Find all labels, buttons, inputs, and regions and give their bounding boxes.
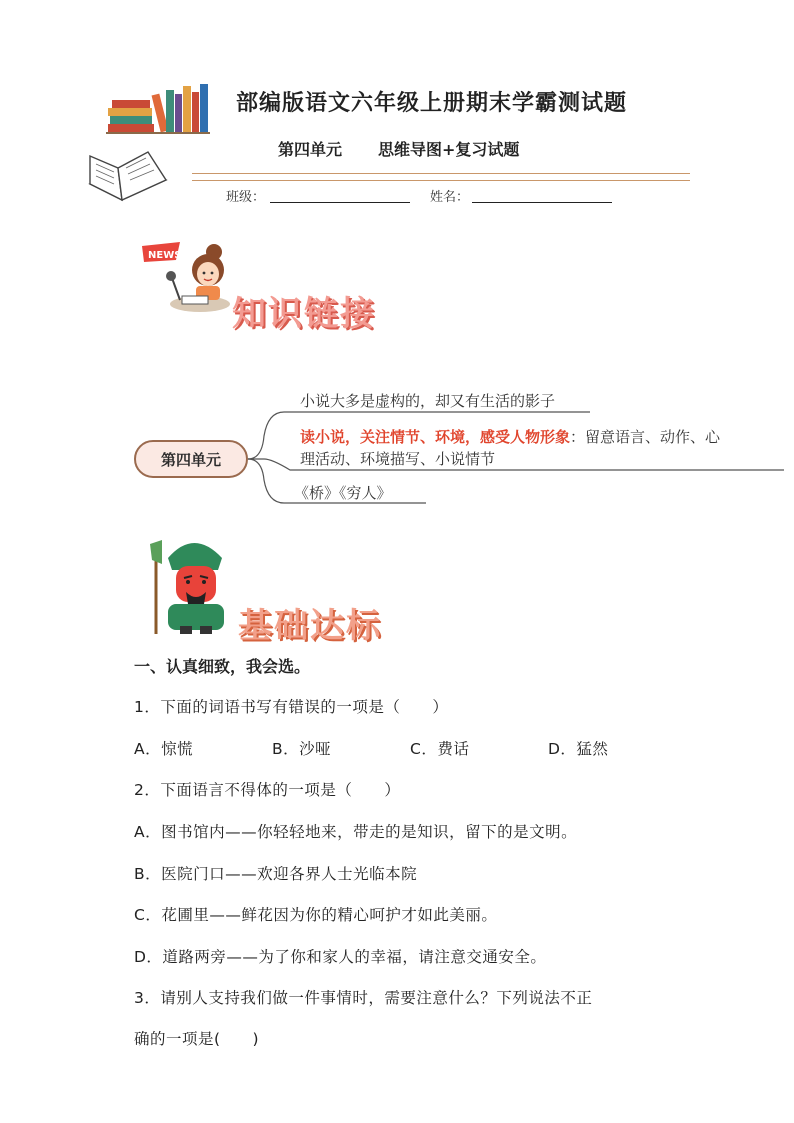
mindmap-root: 第四单元 xyxy=(134,440,248,478)
general-character-illustration xyxy=(140,530,236,636)
mindmap-branch-2-line2: 理活动、环境描写、小说情节 xyxy=(300,450,496,468)
name-label: 姓名： xyxy=(430,190,470,205)
basics-banner: 基础达标 xyxy=(238,606,382,646)
q1-option-b[interactable]: B．沙哑 xyxy=(272,740,332,758)
class-label: 班级： xyxy=(226,190,266,205)
q1-option-d[interactable]: D．猛然 xyxy=(548,740,609,758)
q2-option-a[interactable]: A．图书馆内——你轻轻地来，带走的是知识，留下的是文明。 xyxy=(134,823,578,841)
section-heading: 一、认真细致，我会选。 xyxy=(134,657,311,676)
knowledge-banner: 知识链接 xyxy=(232,294,376,334)
unit-label: 第四单元 xyxy=(278,140,343,159)
mindmap-branch-3: 《桥》《穷人》 xyxy=(294,484,392,502)
mindmap-branch-2-rest: ：留意语言、动作、心 xyxy=(570,428,721,446)
mindmap-connectors xyxy=(0,0,794,560)
question-3-stem-line1: 3．请别人支持我们做一件事情时，需要注意什么？下列说法不正 xyxy=(134,989,593,1007)
question-3-stem-line2: 确的一项是( ) xyxy=(134,1030,260,1048)
news-tag: NEWS xyxy=(148,250,182,261)
q2-option-b[interactable]: B．医院门口——欢迎各界人士光临本院 xyxy=(134,865,418,883)
mindmap-branch-1: 小说大多是虚构的，却又有生活的影子 xyxy=(300,392,556,410)
subtitle-label: 思维导图+复习试题 xyxy=(378,140,520,159)
q2-option-d[interactable]: D．道路两旁——为了你和家人的幸福，请注意交通安全。 xyxy=(134,948,547,966)
q1-option-c[interactable]: C．费话 xyxy=(410,740,470,758)
mindmap-branch-2 xyxy=(300,426,720,447)
question-1-stem: 1．下面的词语书写有错误的一项是（ ） xyxy=(134,698,449,716)
q2-option-c[interactable]: C．花圃里——鲜花因为你的精心呵护才如此美丽。 xyxy=(134,906,498,924)
document-title: 部编版语文六年级上册期末学霸测试题 xyxy=(236,90,628,116)
q1-option-a[interactable]: A．惊慌 xyxy=(134,740,194,758)
question-2-stem: 2．下面语言不得体的一项是（ ） xyxy=(134,781,401,799)
mindmap-branch-2-highlight: 读小说，关注情节、环境，感受人物形象 xyxy=(300,428,571,446)
